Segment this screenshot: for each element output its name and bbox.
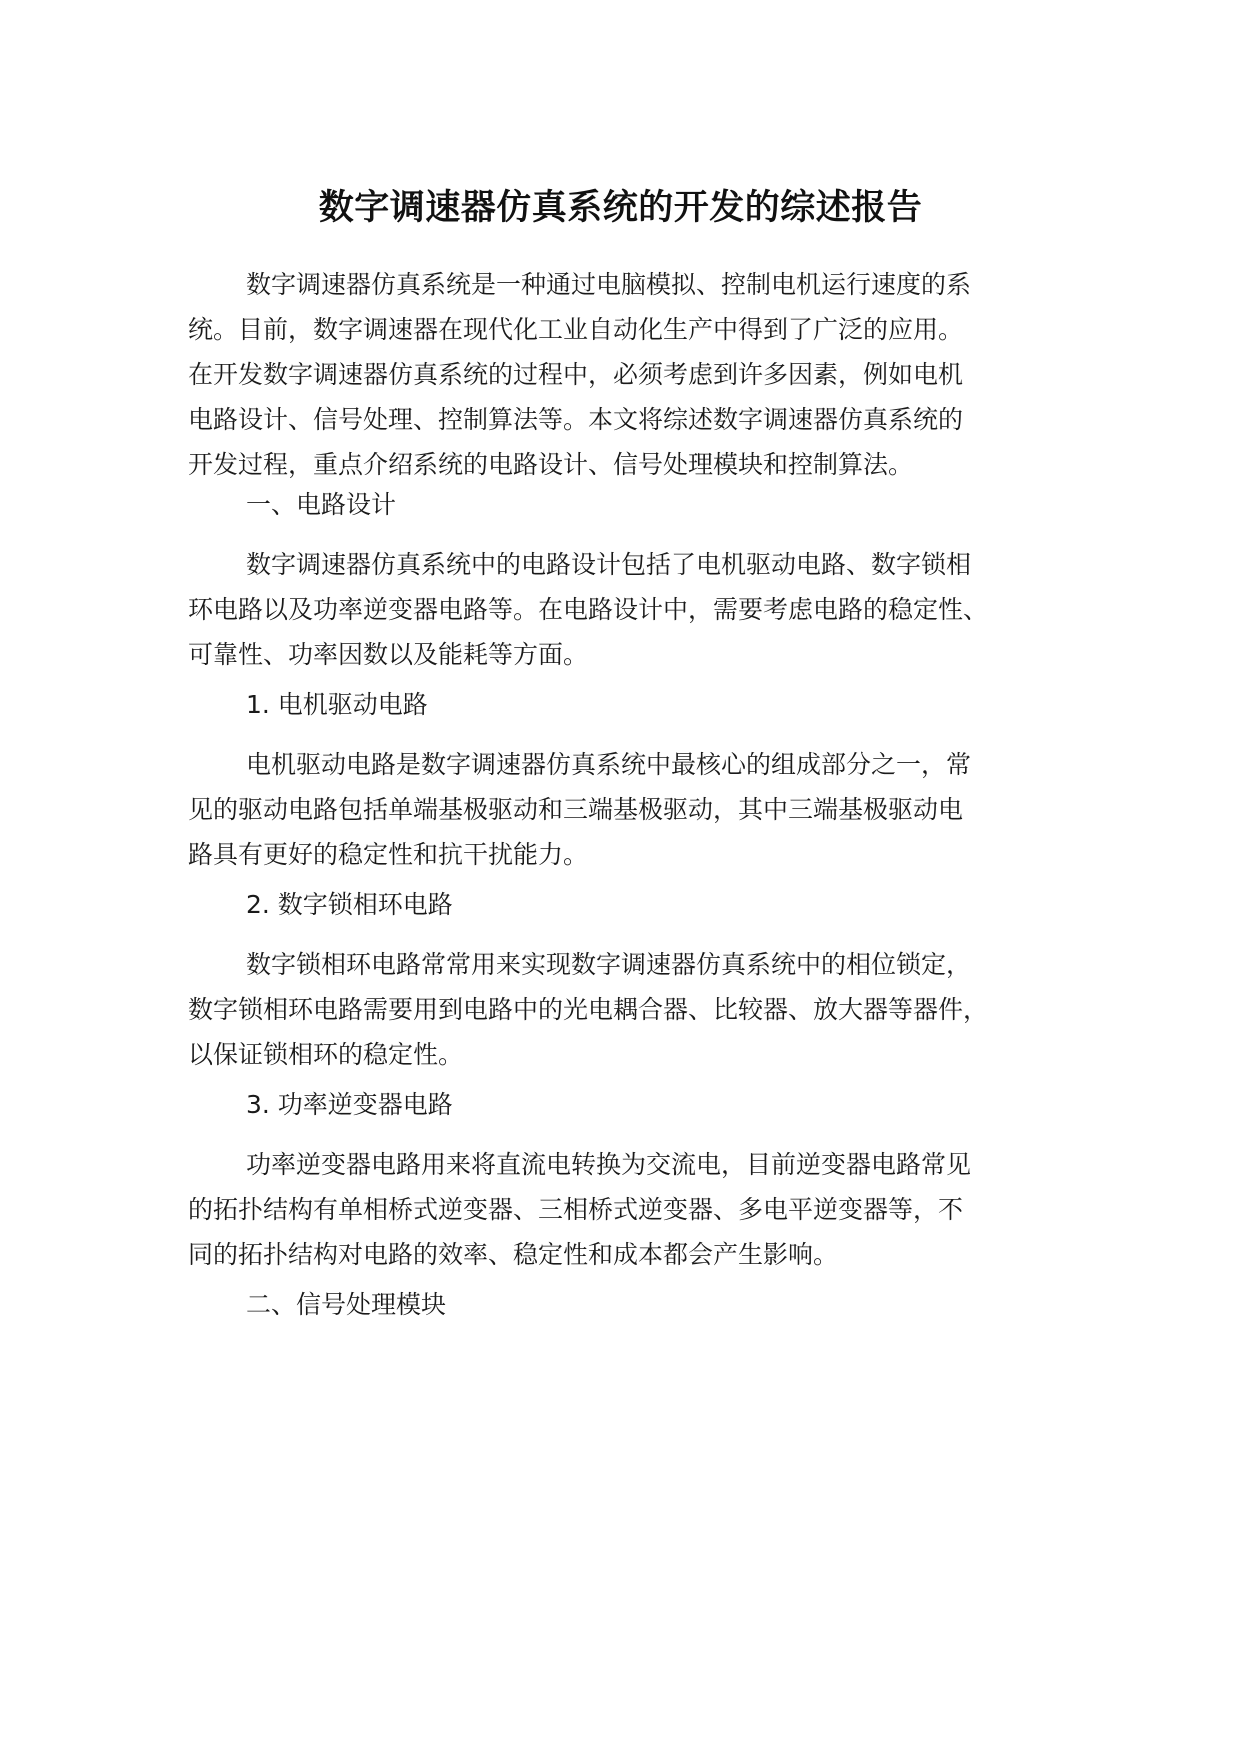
section-heading-signal-processing: 二、信号处理模块 (246, 1290, 447, 1319)
paragraph-line: 数字锁相环电路常常用来实现数字调速器仿真系统中的相位锁定， (246, 950, 972, 979)
sub3-paragraph (188, 1142, 1078, 1277)
subsection-heading-pll: 2. 数字锁相环电路 (246, 890, 453, 919)
paragraph-line: 可靠性、功率因数以及能耗等方面。 (188, 640, 589, 669)
paragraph-line: 路具有更好的稳定性和抗干扰能力。 (188, 840, 589, 869)
paragraph-line: 电机驱动电路是数字调速器仿真系统中最核心的组成部分之一，常 (246, 750, 972, 779)
section1-paragraph (188, 542, 1078, 677)
paragraph-line: 在开发数字调速器仿真系统的过程中，必须考虑到许多因素，例如电机 (188, 360, 964, 389)
paragraph-line: 统。目前，数字调速器在现代化工业自动化生产中得到了广泛的应用。 (188, 315, 964, 344)
paragraph-line: 以保证锁相环的稳定性。 (188, 1040, 464, 1069)
sub2-paragraph (188, 942, 1078, 1077)
paragraph-line: 见的驱动电路包括单端基极驱动和三端基极驱动，其中三端基极驱动电 (188, 795, 964, 824)
intro-paragraph (188, 262, 1078, 487)
paragraph-line: 功率逆变器电路用来将直流电转换为交流电，目前逆变器电路常见 (246, 1150, 972, 1179)
paragraph-line: 环电路以及功率逆变器电路等。在电路设计中，需要考虑电路的稳定性、 (188, 595, 989, 624)
paragraph-line: 数字调速器仿真系统是一种通过电脑模拟、控制电机运行速度的系 (246, 270, 972, 299)
paragraph-line: 电路设计、信号处理、控制算法等。本文将综述数字调速器仿真系统的 (188, 405, 964, 434)
document-title: 数字调速器仿真系统的开发的综述报告 (318, 188, 923, 228)
subsection-heading-motor-drive: 1. 电机驱动电路 (246, 690, 428, 719)
paragraph-line: 的拓扑结构有单相桥式逆变器、三相桥式逆变器、多电平逆变器等，不 (188, 1195, 964, 1224)
paragraph-line: 开发过程，重点介绍系统的电路设计、信号处理模块和控制算法。 (188, 450, 914, 479)
subsection-heading-inverter: 3. 功率逆变器电路 (246, 1090, 453, 1119)
sub1-paragraph (188, 742, 1078, 877)
paragraph-line: 数字锁相环电路需要用到电路中的光电耦合器、比较器、放大器等器件， (188, 995, 989, 1024)
section-heading-circuit-design: 一、电路设计 (246, 490, 397, 519)
paragraph-line: 同的拓扑结构对电路的效率、稳定性和成本都会产生影响。 (188, 1240, 839, 1269)
paragraph-line: 数字调速器仿真系统中的电路设计包括了电机驱动电路、数字锁相 (246, 550, 972, 579)
